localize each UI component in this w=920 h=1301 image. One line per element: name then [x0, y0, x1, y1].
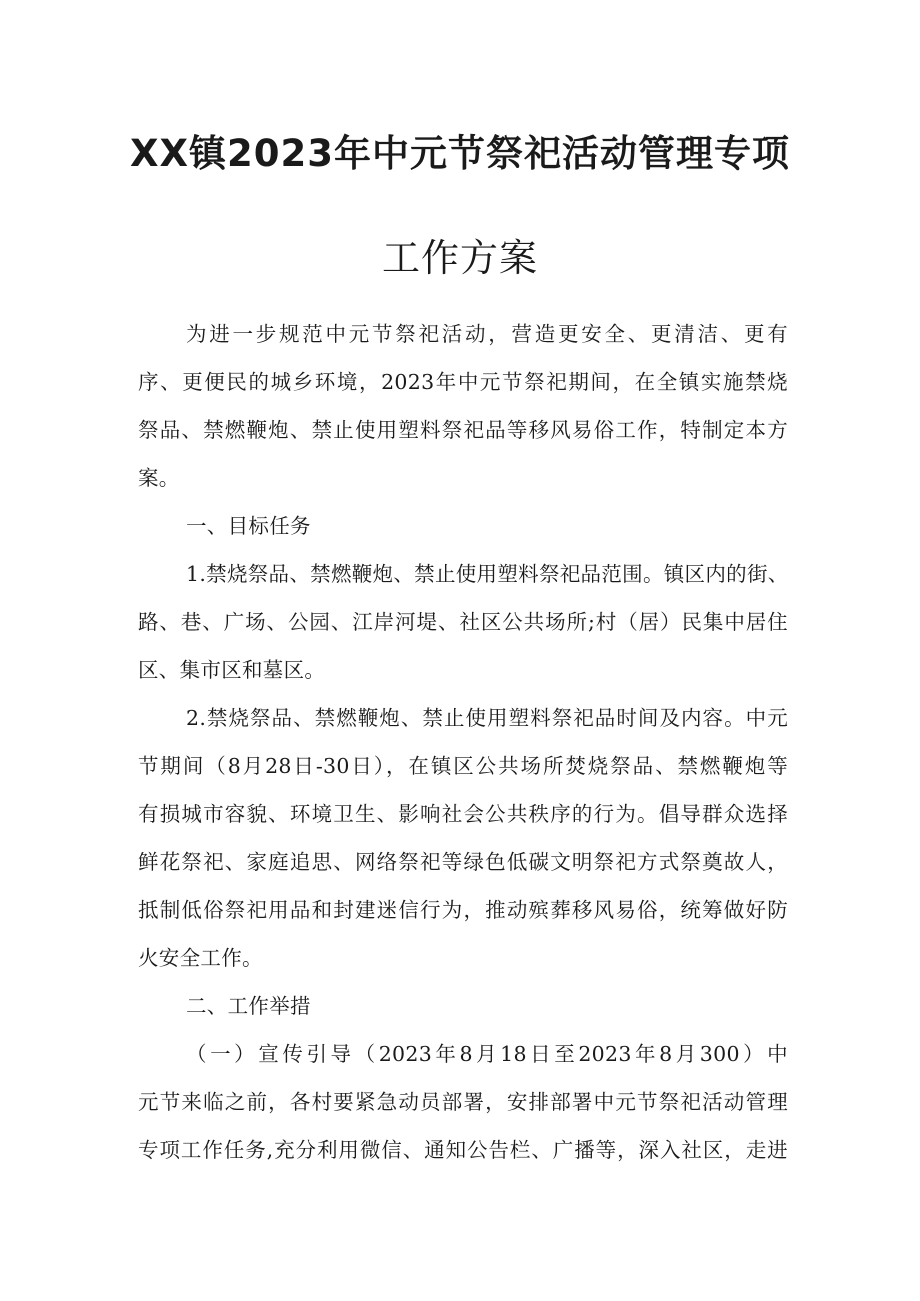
section-heading: 一、目标任务: [186, 514, 311, 538]
paragraph-line: （一）宣传引导（2023年8月18日至2023年8月300）中: [186, 1042, 788, 1066]
paragraph-line: 有损城市容貌、环境卫生、影响社会公共秩序的行为。倡导群众选择: [138, 802, 788, 826]
paragraph-line: 区、集市区和墓区。: [138, 658, 326, 682]
paragraph-line: 1.禁烧祭品、禁燃鞭炮、禁止使用塑料祭祀品范围。镇区内的街、: [186, 562, 789, 586]
paragraph-line: 路、巷、广场、公园、江岸河堤、社区公共场所;村（居）民集中居住: [138, 610, 788, 634]
paragraph-line: 抵制低俗祭祀用品和封建迷信行为，推动殡葬移风易俗，统筹做好防: [138, 898, 788, 922]
paragraph-line: 为进一步规范中元节祭祀活动，营造更安全、更清洁、更有: [186, 322, 788, 346]
paragraph-line: 案。: [138, 466, 180, 490]
section-heading: 二、工作举措: [186, 994, 311, 1018]
paragraph-line: 序、更便民的城乡环境，2023年中元节祭祀期间，在全镇实施禁烧: [138, 370, 788, 394]
paragraph-line: 元节来临之前，各村要紧急动员部署，安排部署中元节祭祀活动管理: [138, 1090, 788, 1114]
document-title-line-1: XX镇2023年中元节祭祀活动管理专项: [129, 132, 791, 175]
paragraph-line: 2.禁烧祭品、禁燃鞭炮、禁止使用塑料祭祀品时间及内容。中元: [186, 706, 788, 730]
paragraph-line: 祭品、禁燃鞭炮、禁止使用塑料祭祀品等移风易俗工作，特制定本方: [138, 418, 788, 442]
document-title-line-2: 工作方案: [381, 236, 538, 280]
paragraph-line: 专项工作任务,充分利用微信、通知公告栏、广播等，深入社区，走进: [138, 1138, 788, 1162]
paragraph-line: 火安全工作。: [138, 946, 263, 970]
paragraph-line: 鲜花祭祀、家庭追思、网络祭祀等绿色低碳文明祭祀方式祭奠故人，: [138, 850, 788, 874]
paragraph-line: 节期间（8月28日-30日），在镇区公共场所焚烧祭品、禁燃鞭炮等: [138, 754, 788, 778]
